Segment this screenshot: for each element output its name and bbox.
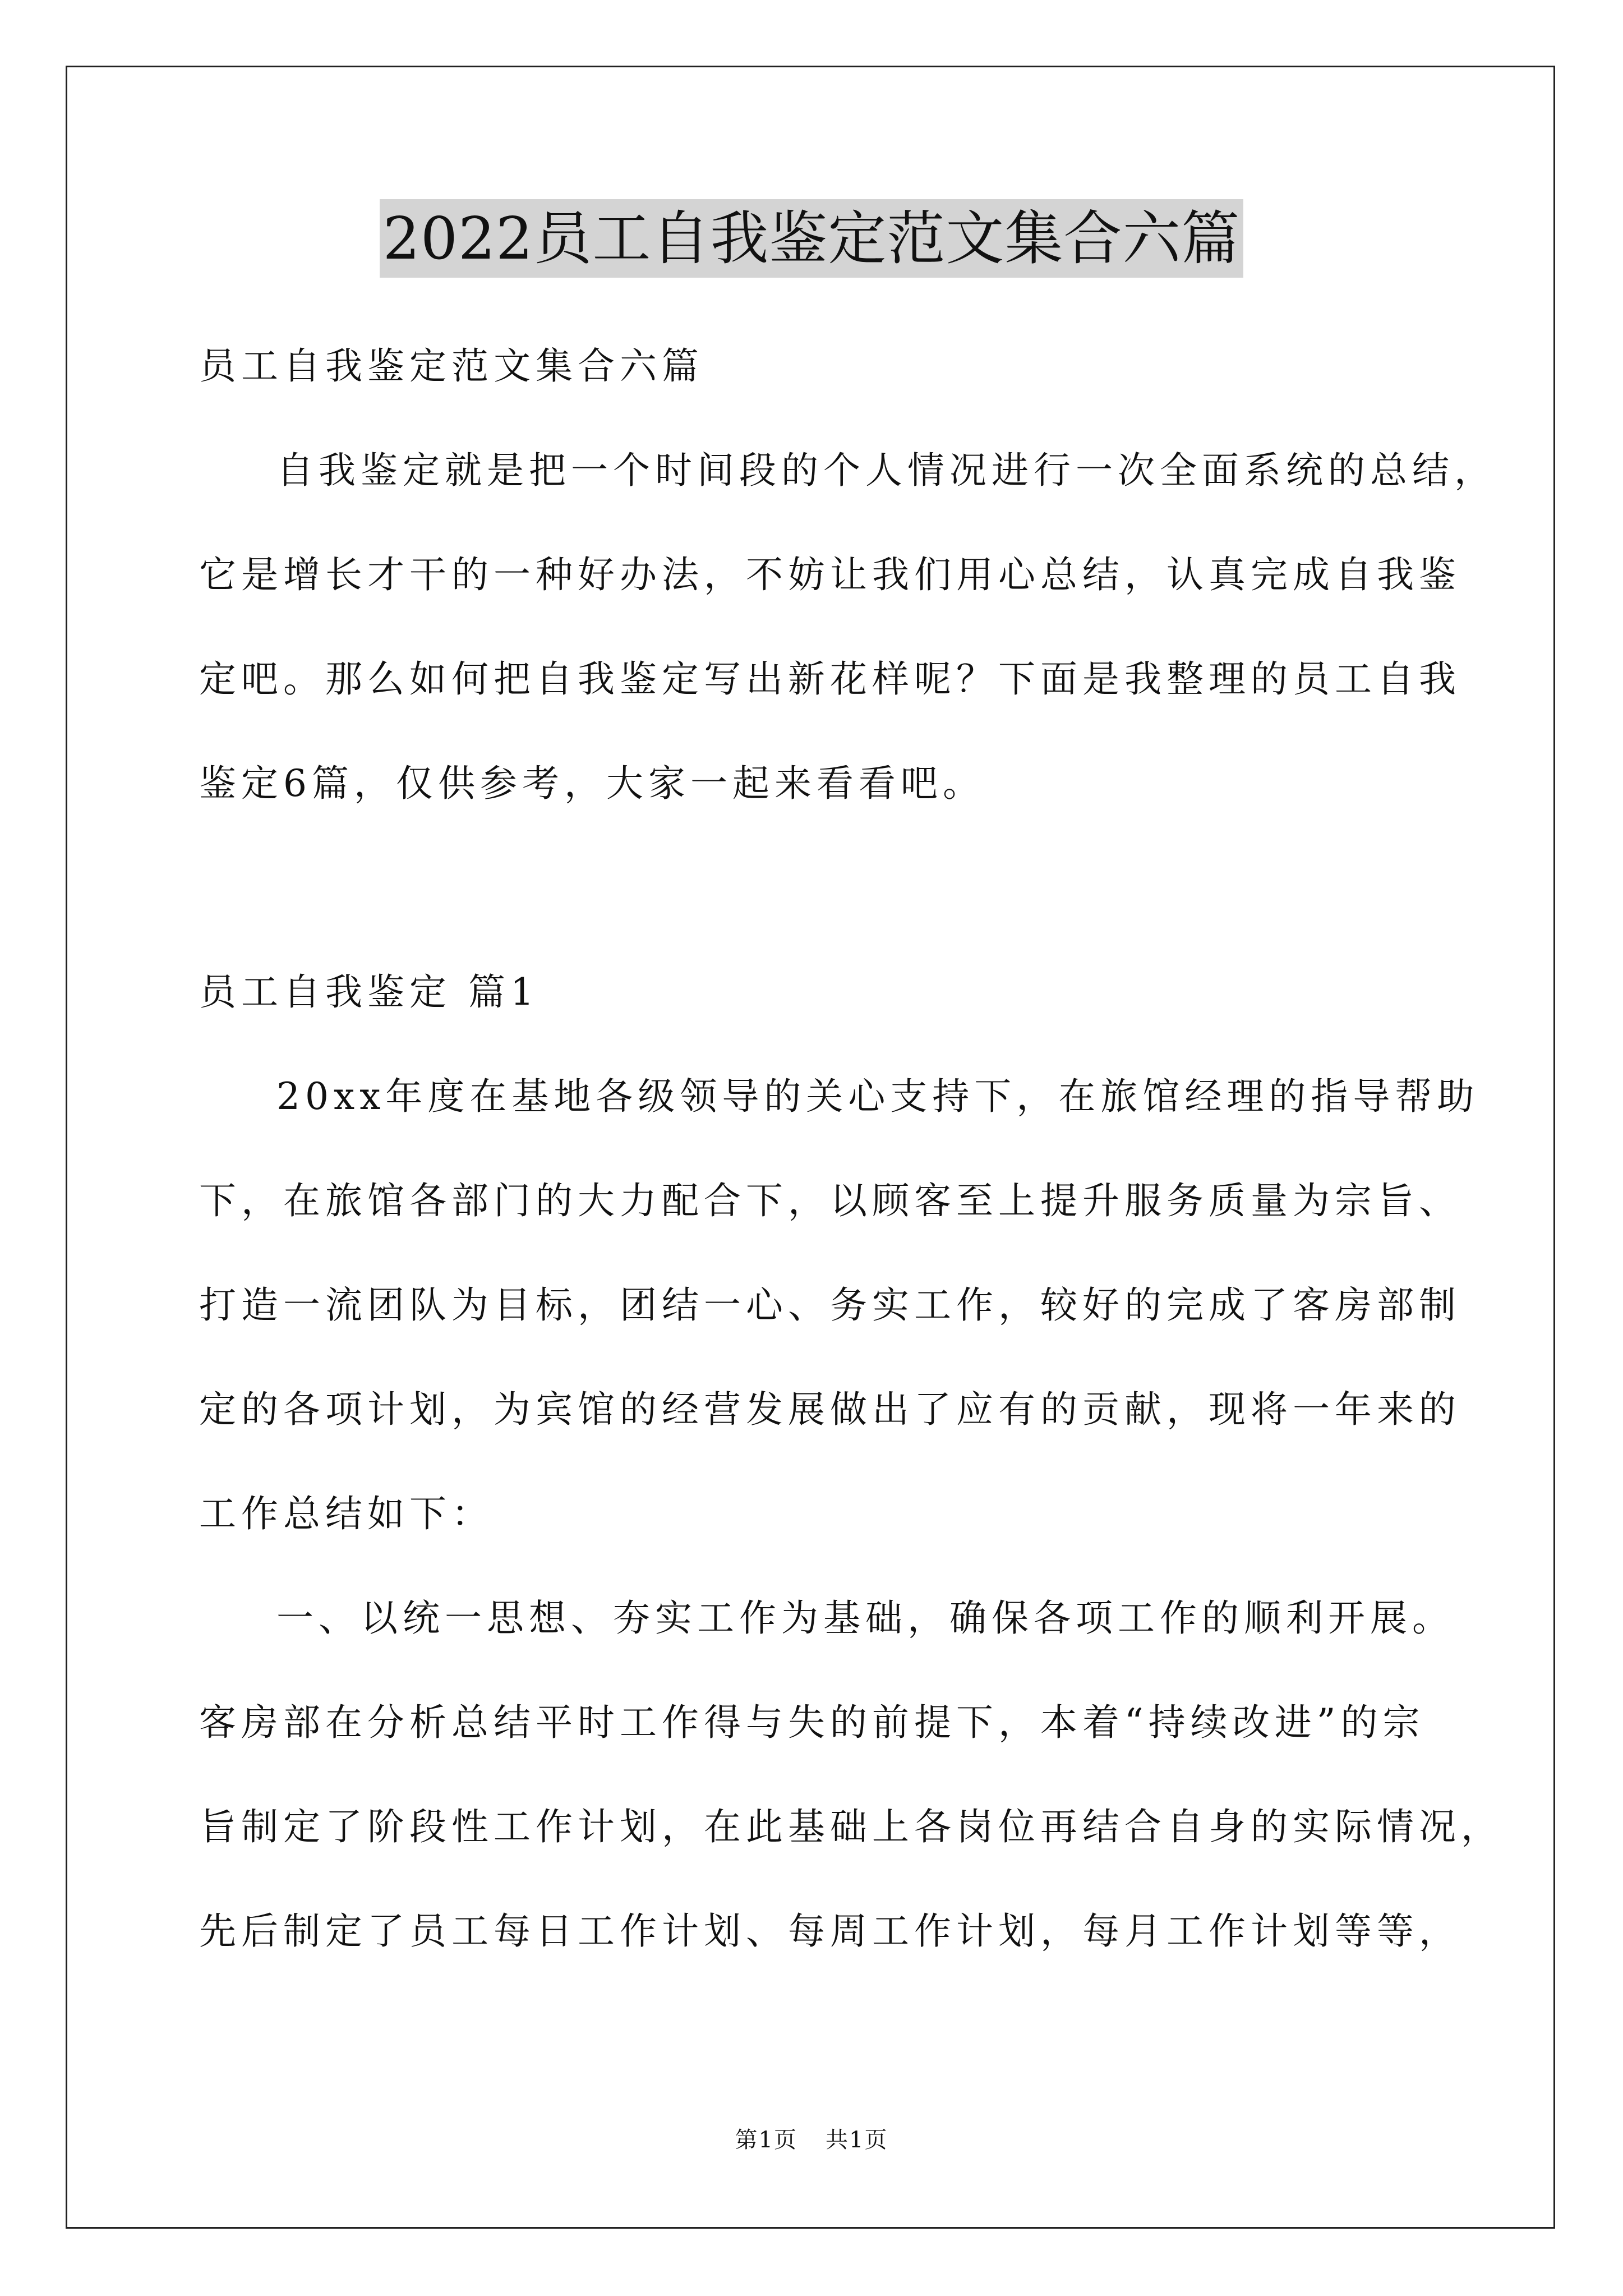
body-paragraph-2: [199, 1566, 1503, 1984]
body-line: 旨制定了阶段性工作计划，在此基础上各岗位再结合自身的实际情况，: [199, 1805, 1503, 1848]
paragraph-spacer: [199, 836, 1438, 940]
document-title: 2022员工自我鉴定范文集合六篇: [380, 199, 1244, 278]
body-paragraph-1: [199, 1045, 1479, 1566]
document-subtitle: 员工自我鉴定范文集合六篇: [199, 344, 704, 388]
page-number: 第1页: [735, 2127, 797, 2153]
body-line: 下，在旅馆各部门的大力配合下，以顾客至上提升服务质量为宗旨、: [199, 1179, 1461, 1222]
body-line: 一、以统一思想、夯实工作为基础，确保各项工作的顺利开展。: [276, 1596, 1454, 1640]
section-heading: 员工自我鉴定 篇1: [199, 970, 539, 1014]
body-line: 20xx年度在基地各级领导的关心支持下，在旅馆经理的指导帮助: [276, 1075, 1479, 1118]
intro-line: 定吧。那么如何把自我鉴定写出新花样呢？下面是我整理的员工自我: [199, 657, 1461, 701]
document-body: [199, 314, 1503, 1984]
intro-paragraph: [199, 418, 1496, 836]
body-line: 先后制定了员工每日工作计划、每周工作计划，每月工作计划等等，: [199, 1910, 1461, 1953]
page-total: 共1页: [826, 2127, 888, 2153]
intro-line: 它是增长才干的一种好办法，不妨让我们用心总结，认真完成自我鉴: [199, 553, 1461, 596]
body-line: 工作总结如下：: [199, 1492, 494, 1535]
intro-line: 自我鉴定就是把一个时间段的个人情况进行一次全面系统的总结，: [276, 449, 1496, 492]
body-line: 定的各项计划，为宾馆的经营发展做出了应有的贡献，现将一年来的: [199, 1388, 1461, 1431]
document-title-block: [0, 199, 1623, 278]
page-footer: [0, 2123, 1623, 2157]
body-line: 打造一流团队为目标，团结一心、务实工作，较好的完成了客房部制: [199, 1283, 1461, 1327]
intro-line: 鉴定6篇，仅供参考，大家一起来看看吧。: [199, 762, 985, 805]
body-line: 客房部在分析总结平时工作得与失的前提下，本着“持续改进”的宗: [199, 1701, 1425, 1744]
